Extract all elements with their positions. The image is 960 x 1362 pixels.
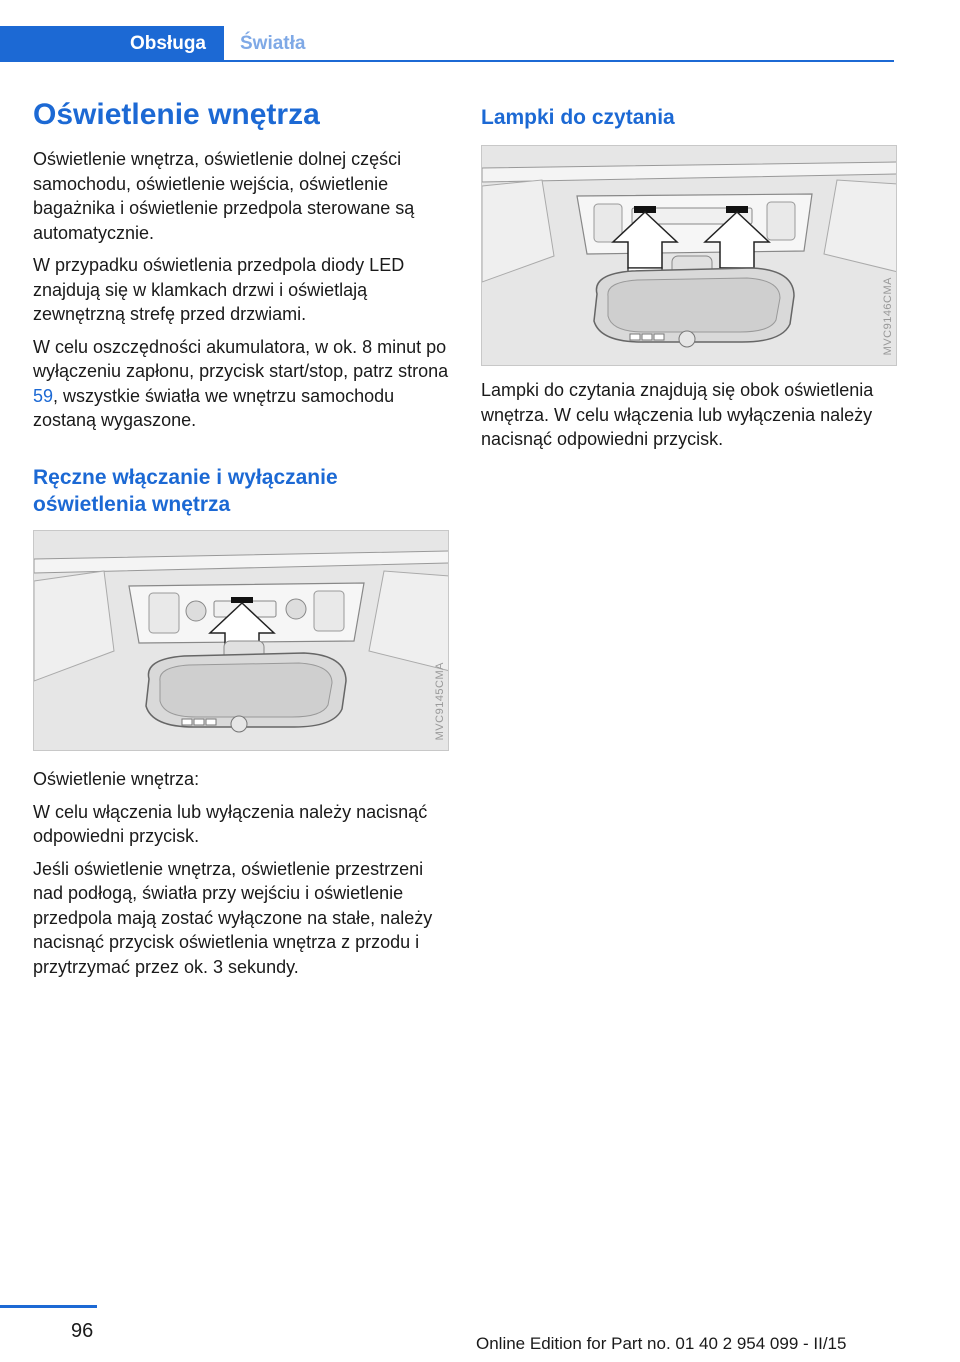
page-title: Oświetlenie wnętrza bbox=[33, 98, 320, 131]
tab-label: Światła bbox=[240, 33, 306, 54]
section-heading: Lampki do czytania bbox=[481, 106, 675, 129]
left-intro bbox=[33, 147, 453, 441]
section-heading: Ręczne włączanie i wyłączanie oświetlenia wnętrza bbox=[33, 466, 338, 516]
paragraph: Jeśli oświetlenie wnętrza, oświetlenie przestrzeni nad podłogą, światła przy wejściu i oświetlenie przedpola mają zostać wyłączone na stałe, należy nacisnąć przycisk oświetlenia wnętrza z przodu i przytrzymać przez ok. 3 sekundy. bbox=[33, 858, 433, 977]
tab-swiatla[interactable] bbox=[240, 26, 305, 62]
paragraph: Lampki do czytania znajdują się obok oświetlenia wnętrza. W celu włączenia lub wyłączenia należy nacisnąć odpowiedni przycisk. bbox=[481, 380, 874, 449]
paragraph: Oświetlenie wnętrza: bbox=[33, 769, 200, 789]
left-instructions bbox=[33, 767, 453, 987]
overhead-console-illustration bbox=[34, 531, 449, 751]
edition-text: Online Edition for Part no. 01 40 2 954 099 - II/15 bbox=[476, 1334, 847, 1353]
page-number: 96 bbox=[71, 1320, 94, 1342]
paragraph: Oświetlenie wnętrza, oświetlenie dolnej części samochodu, oświetlenie wejścia, oświetlenie bagażnika i oświetlenie przedpola sterowane są automatycznie. bbox=[33, 149, 415, 243]
paragraph: W celu oszczędności akumulatora, w ok. 8 minut po wyłączeniu zapłonu, przycisk start/stop, patrz strona 59, wszystkie światła we wnętrzu samochodu zostaną wygaszone. bbox=[33, 336, 449, 430]
paragraph: W celu włączenia lub wyłączenia należy nacisnąć odpowiedni przycisk. bbox=[33, 801, 428, 846]
footer-divider bbox=[0, 1305, 97, 1308]
page-link[interactable]: 59 bbox=[33, 385, 54, 406]
figure-code: MVC9145CMA bbox=[434, 661, 446, 740]
tab-label: Obsługa bbox=[129, 33, 206, 54]
reading-lights-figure bbox=[481, 145, 897, 366]
header-divider bbox=[0, 60, 894, 62]
interior-light-figure bbox=[33, 530, 449, 751]
reading-lights-illustration bbox=[482, 146, 897, 366]
paragraph: W przypadku oświetlenia przedpola diody LED znajdują się w klamkach drzwi i oświetlają zewnętrzną strefę przed drzwiami. bbox=[33, 255, 405, 324]
tab-obsluga[interactable] bbox=[0, 26, 224, 62]
figure-code: MVC9146CMA bbox=[882, 276, 894, 355]
right-text bbox=[481, 378, 897, 460]
